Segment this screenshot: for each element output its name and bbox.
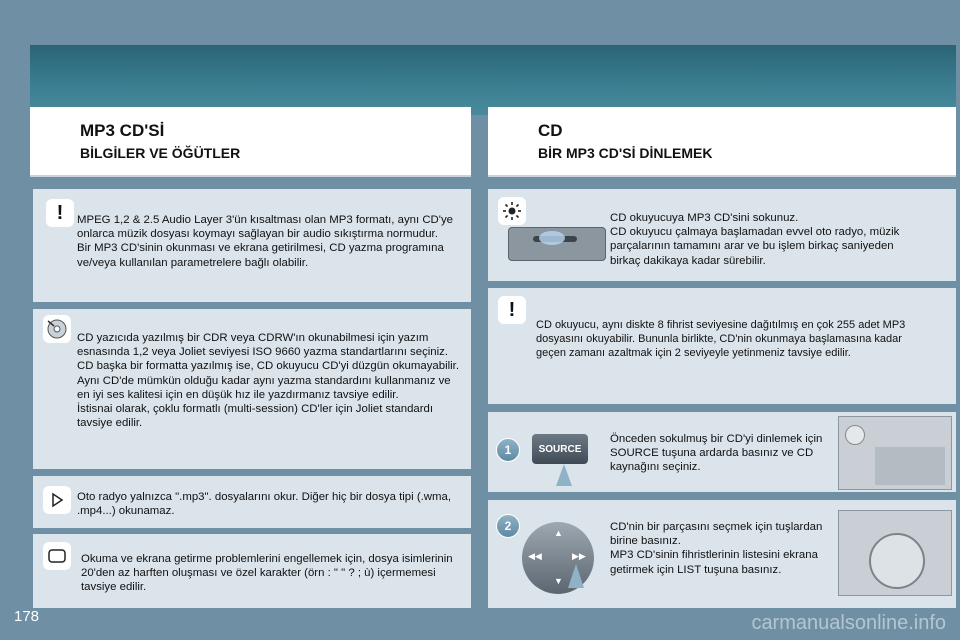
chevron-down-icon[interactable]: ▼ [554,576,563,586]
source-button[interactable]: SOURCE [532,434,588,464]
chevron-up-icon[interactable]: ▲ [554,528,563,538]
radio-unit-image [508,227,606,261]
radio-controls-image [838,510,952,596]
chevron-right-icon[interactable]: ▶▶ [572,551,586,561]
panel-insert-cd [488,189,956,281]
info-panel-file-types [33,476,471,528]
watermark: carmanualsonline.info [751,612,946,634]
arrow-up-icon [556,464,572,486]
text-insert-cd: CD okuyucuya MP3 CD'sini sokunuz. CD okuyucu çalmaya başlamadan evvel oto radyo, müzik parçalarının tamamını arar ve bu işlem birkaç saniyeden birkaç dakikaya kadar sürebilir. [610,212,900,267]
step-2-badge: 2 [496,514,520,538]
note-icon [43,542,71,570]
cd-tip-icon [43,315,71,343]
text-file-names: Okuma ve ekrana getirme problemlerini engellemek için, dosya isimlerinin 20'den az harften oluşması ve özel karakter (örn : " " ? ; ù) içermemesi tavsiye edilir. [81,553,453,594]
radio-panel-image [838,416,952,490]
sun-icon [498,197,526,225]
left-title: MP3 CD'Sİ [80,121,165,140]
chevron-left-icon[interactable]: ◀◀ [528,551,542,561]
text-cd-writing: CD yazıcıda yazılmış bir CDR veya CDRW'ın okunabilmesi için yazım esnasında 1,2 veya Joliet seviyesi ISO 9660 yazma standartlarını seçiniz. CD başka bir formatta yazılmış ise, CD okuyucu CD'yi düzgün okumayabilir. Aynı CD'de mümkün olduğu kadar aynı yazma standardını kullanmanız ve en iyi ses kalitesi için en düşük hız ile yazdırmanız tavsiye edilir. İstisnai olarak, çoklu formatlı (multi-session) CD'ler için Joliet standardı tavsiye edilir. [77,332,460,430]
panel-step-1 [488,412,956,492]
left-header [30,107,471,177]
play-icon [43,486,71,514]
right-header [488,107,956,177]
text-file-types: Oto radyo yalnızca ".mp3". dosyalarını okur. Diğer hiç bir dosya tipi (.wma, .mp4...) okunamaz. [77,491,452,518]
text-capacity: CD okuyucu, aynı diskte 8 fihrist seviyesine dağıtılmış en çok 255 adet MP3 dosyasını okuyabilir. Bununla birlikte, CD'nin okunmaya başlamasına kadar geçen zamanı azaltmak için 2 seviyeyle yetinmeniz tavsiye edilir. [536,319,906,360]
right-title: CD [538,121,563,140]
top-band [30,45,956,115]
right-subtitle: BİR MP3 CD'Sİ DİNLEMEK [538,145,713,161]
step-1-badge: 1 [496,438,520,462]
warning-icon: ! [498,296,526,324]
info-panel-file-names [33,534,471,608]
text-mp3-format: MPEG 1,2 & 2.5 Audio Layer 3'ün kısaltması olan MP3 formatı, aynı CD'ye onlarca müzik dosyası koymayı sağlayan bir audio sıkıştırma normudur. Bir MP3 CD'sinin okunması ve ekrana getirilmesi, CD yazma programına ve/veya kullanılan parametrelere bağlı olabilir. [77,214,453,269]
info-panel-mp3-format [33,189,471,302]
info-panel-cd-writing [33,309,471,469]
arrow-up-icon [568,564,584,588]
text-step-1: Önceden sokulmuş bir CD'yi dinlemek için SOURCE tuşuna ardarda basınız ve CD kaynağını seçiniz. [610,433,823,474]
panel-capacity [488,288,956,404]
page-number: 178 [14,608,40,625]
warning-icon: ! [46,199,74,227]
left-subtitle: BİLGİLER VE ÖĞÜTLER [80,145,241,161]
panel-step-2 [488,500,956,608]
text-step-2: CD'nin bir parçasını seçmek için tuşlardan birine basınız. MP3 CD'sinin fihristlerinin listesini ekrana getirmek için LIST tuşuna basınız. [610,521,823,576]
